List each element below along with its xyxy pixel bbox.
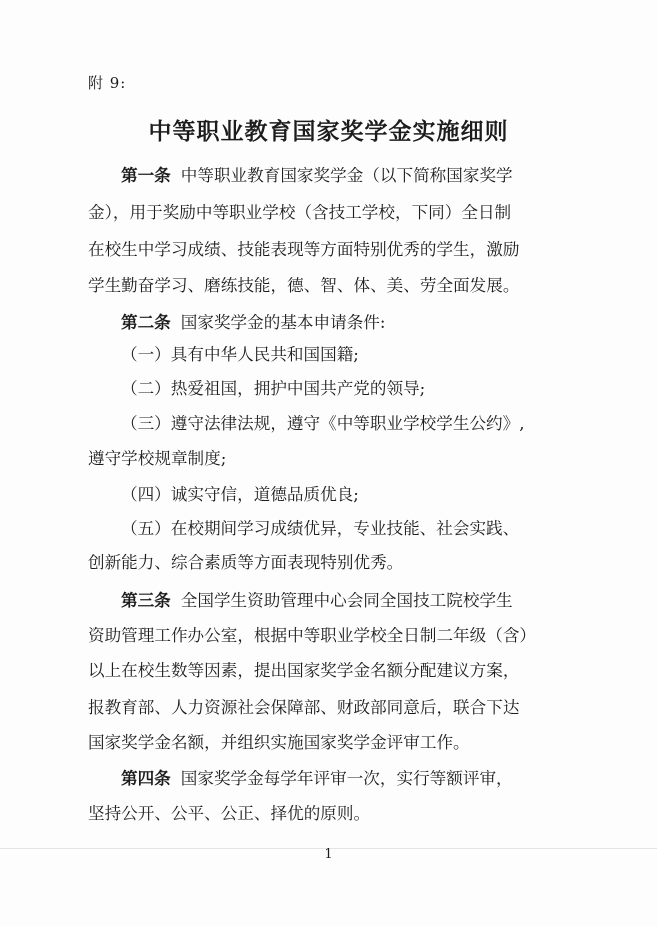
article-1-line-3: 在校生中学习成绩、技能表现等方面特别优秀的学生，激励 [88, 240, 520, 259]
article-3-line-1 [121, 590, 513, 611]
article-4-label: 第四条 [121, 768, 171, 788]
article-3-line-3: 以上在校生数等因素，提出国家奖学金名额分配建议方案， [88, 661, 520, 680]
article-2-item-3: （三）遵守法律法规，遵守《中等职业学校学生公约》, [121, 414, 525, 433]
article-4-text-1: 国家奖学金每学年评审一次，实行等额评审， [180, 769, 513, 788]
article-3-text-1: 全国学生资助管理中心会同全国技工院校学生 [180, 591, 513, 610]
article-2-item-5-cont: 创新能力、综合素质等方面表现特别优秀。 [88, 553, 404, 572]
article-1-label: 第一条 [121, 165, 171, 185]
article-3-line-2: 资助管理工作办公室，根据中等职业学校全日制二年级（含） [88, 626, 537, 645]
article-1-line-1 [121, 165, 513, 186]
document-title: 中等职业教育国家奖学金实施细则 [148, 118, 509, 145]
article-4-line-2: 坚持公开、公平、公正、择优的原则。 [88, 804, 371, 823]
article-2-item-4: （四）诚实守信，道德品质优良; [121, 485, 359, 504]
article-2-line-1 [121, 312, 386, 333]
article-3-line-5: 国家奖学金名额，并组织实施国家奖学金评审工作。 [88, 733, 470, 752]
article-4-line-1 [121, 768, 513, 789]
article-2-item-3-cont: 遵守学校规章制度; [88, 449, 227, 468]
article-3-line-4: 报教育部、人力资源社会保障部、财政部同意后，联合下达 [88, 698, 520, 717]
article-2-item-5: （五）在校期间学习成绩优异，专业技能、社会实践、 [121, 519, 520, 538]
page-number: 1 [324, 847, 333, 862]
article-1-line-4: 学生勤奋学习、磨练技能，德、智、体、美、劳全面发展。 [88, 276, 520, 295]
attachment-label: 附 9: [88, 74, 127, 92]
article-3-label: 第三条 [121, 590, 171, 610]
article-2-label: 第二条 [121, 312, 171, 332]
article-2-text-1: 国家奖学金的基本申请条件: [180, 313, 386, 332]
article-2-item-1: （一）具有中华人民共和国国籍; [121, 345, 359, 364]
article-2-item-2: （二）热爱祖国，拥护中国共产党的领导; [121, 379, 426, 398]
article-1-line-2: 金），用于奖励中等职业学校（含技工学校，下同）全日制 [88, 203, 512, 222]
article-1-text-1: 中等职业教育国家奖学金（以下简称国家奖学 [180, 166, 513, 185]
